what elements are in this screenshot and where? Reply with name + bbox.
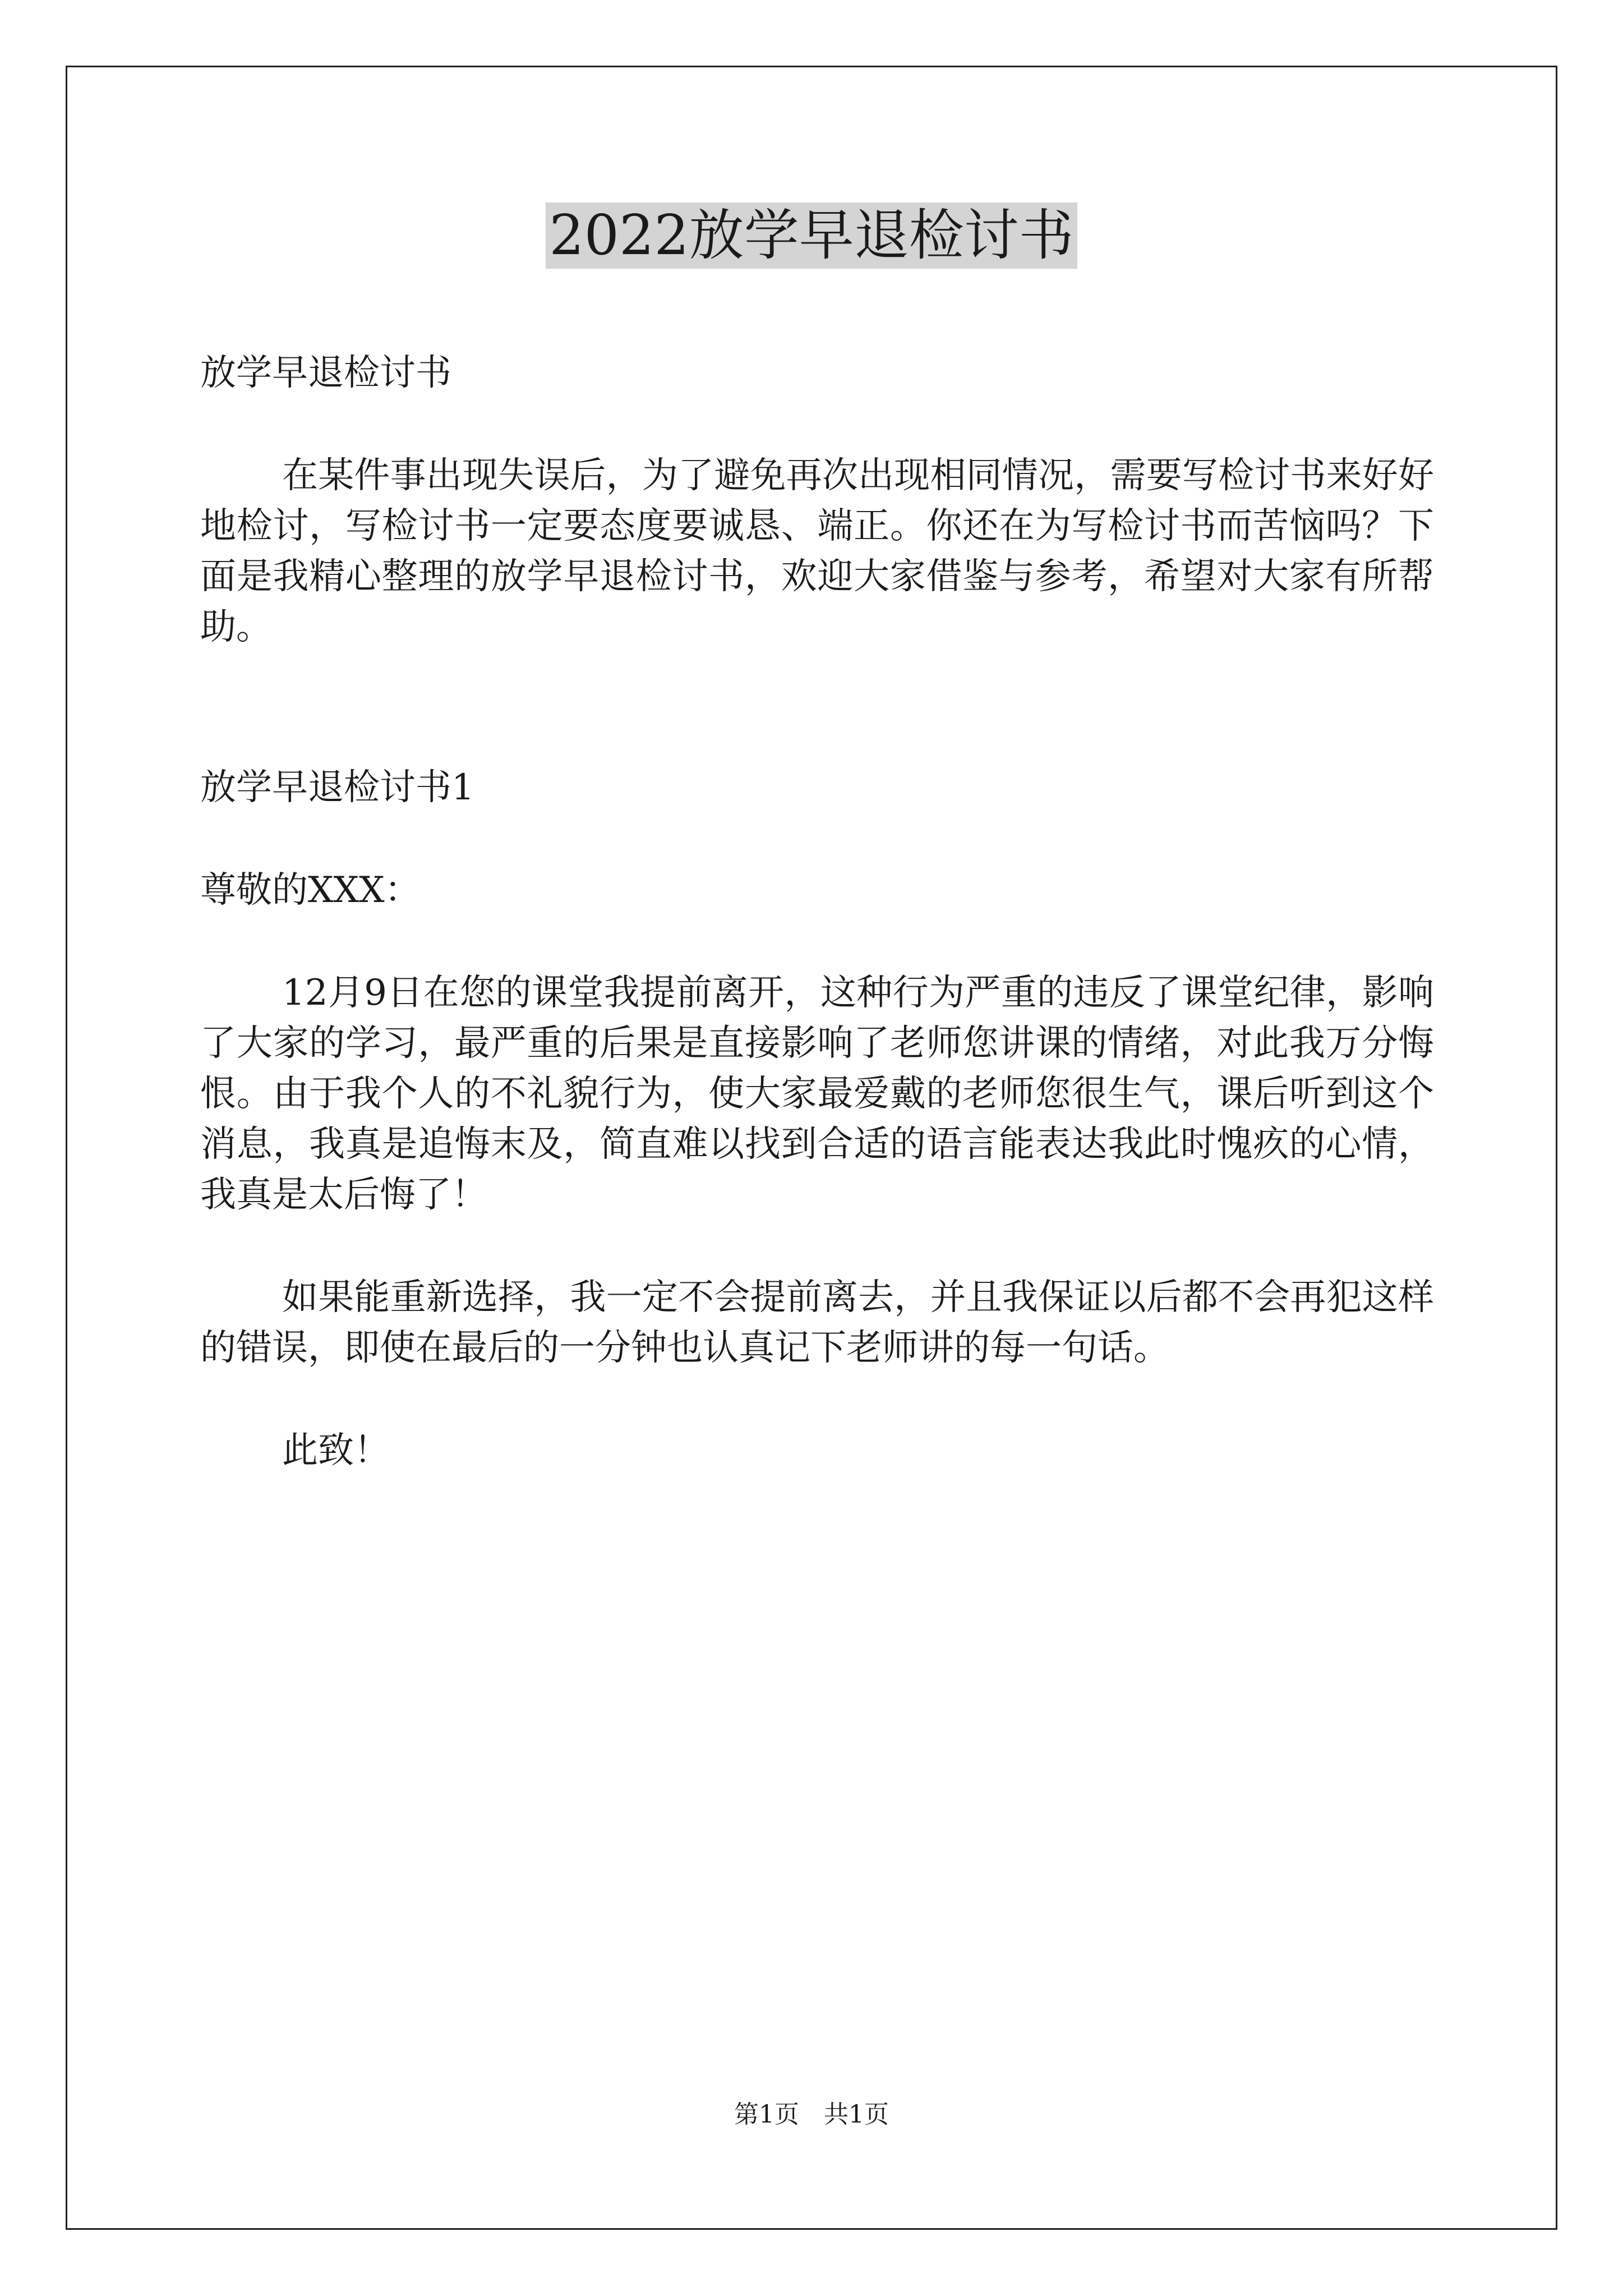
subtitle: 放学早退检讨书 [200, 352, 451, 394]
salutation: 尊敬的XXX： [200, 869, 421, 911]
body-paragraph-2: 如果能重新选择，我一定不会提前离去，并且我保证以后都不会再犯这样的错误，即使在最后的一分钟也认真记下老师讲的每一句话。 [200, 1277, 1434, 1369]
document-body [200, 348, 1434, 1476]
page-footer: 第1页 共1页 [734, 2100, 889, 2129]
intro-paragraph: 在某件事出现失误后，为了避免再次出现相同情况，需要写检讨书来好好地检讨，写检讨书一定要态度要诚恳、端正。你还在为写检讨书而苦恼吗？下面是我精心整理的放学早退检讨书，欢迎大家借鉴与参考，希望对大家有所帮助。 [200, 455, 1434, 648]
document-title-text: 2022放学早退检讨书 [546, 203, 1077, 269]
body-paragraph-1: 12月9日在您的课堂我提前离开，这种行为严重的违反了课堂纪律，影响了大家的学习，最严重的后果是直接影响了老师您讲课的情绪，对此我万分悔恨。由于我个人的不礼貌行为，使大家最爱戴的老师您很生气，课后听到这个消息，我真是追悔末及，简直难以找到合适的语言能表达我此时愧疚的心情，我真是太后悔了！ [200, 972, 1434, 1216]
document-title [0, 199, 1623, 272]
closing: 此致！ [282, 1430, 390, 1471]
section-heading: 放学早退检讨书1 [200, 767, 474, 808]
